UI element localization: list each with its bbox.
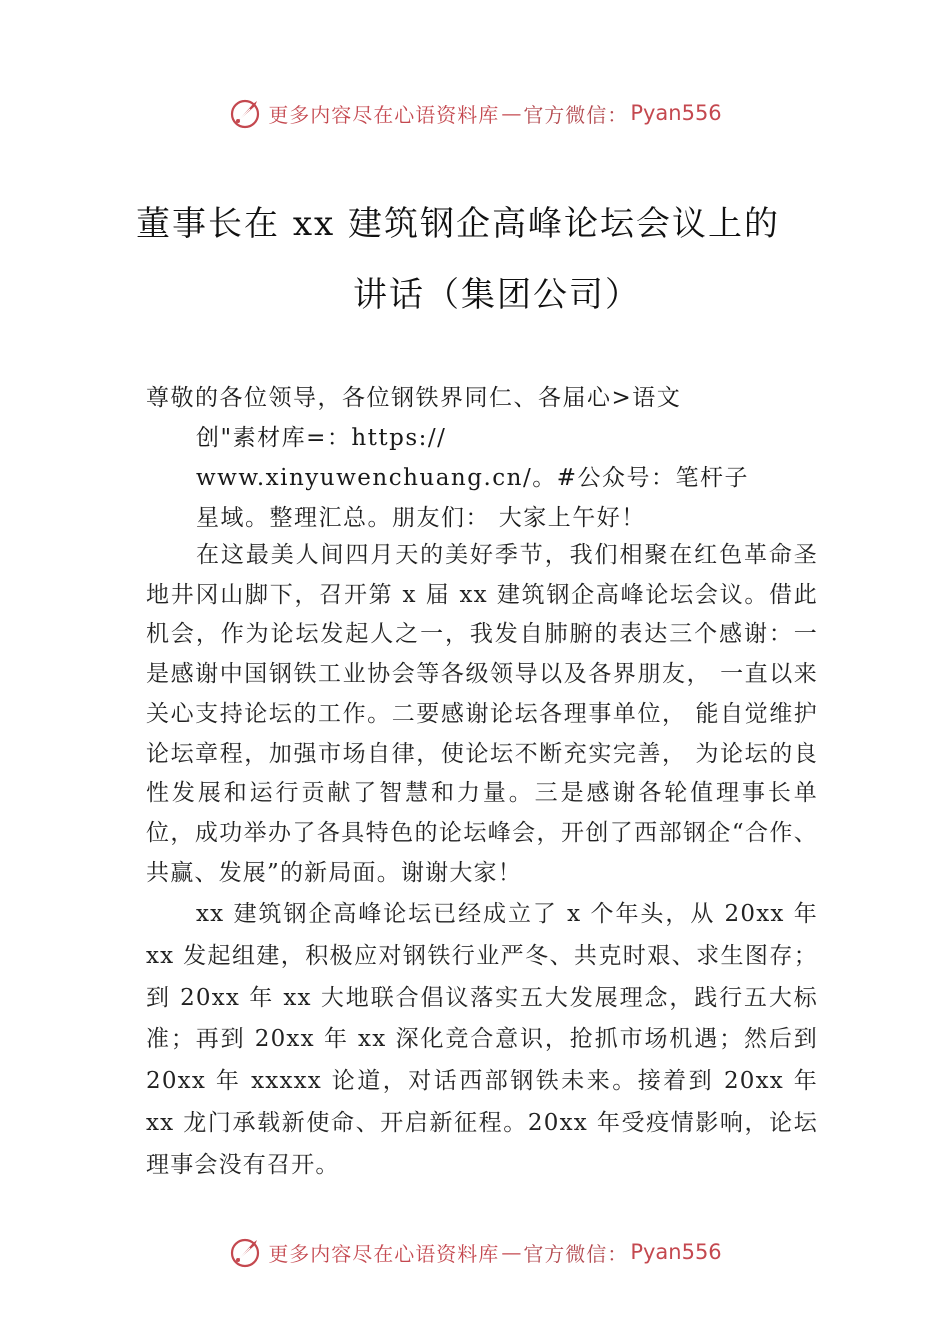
banner-wechat-label: 官方微信： [523,102,629,127]
body-paragraph: 在这最美人间四月天的美好季节，我们相聚在红色革命圣地井冈山脚下，召开第 x 届 xx 建筑钢企高峰论坛会议。借此机会，作为论坛发起人之一，我发自肺腑的表达三个感谢：一是感谢中国钢铁工业协会等各级领导以及各界朋友， 一直以来关心支持论坛的工作。二要感谢论坛各理事单位， 能自觉维护论坛章程，加强市场自律，使论坛不断充实完善， 为论坛的良性发展和运行贡献了智慧和力量。三是感谢各轮值理事长单位，成功举办了各具特色的论坛峰会，开创了西部钢企“合作、共赢、发展”的新局面。谢谢大家！ [146,542,818,886]
banner-text: 更多内容尽在心语资料库 [268,1241,500,1266]
document-title-line2: 讲话（集团公司） [353,275,641,315]
quill-pen-logo-icon [228,1234,264,1270]
salutation-line: 尊敬的各位领导，各位钢铁界同仁、各届心>语文 [146,385,682,411]
watermark-banner-bottom [0,1232,950,1272]
banner-wechat-label: 官方微信： [523,1241,629,1266]
body-paragraph: xx 建筑钢企高峰论坛已经成立了 x 个年头，从 20xx 年 xx 发起组建，积极应对钢铁行业严冬、共克时艰、求生图存；到 20xx 年 xx 大地联合倡议落实五大发展理念，践行五大标准；再到 20xx 年 xx 深化竞合意识，抢抓市场机遇；然后到 20xx 年 xxxxx 论道，对话西部钢铁未来。接着到 20xx 年 xx 龙门承载新使命、开启新征程。20xx 年受疫情影响，论坛理事会没有召开。 [146,901,818,1178]
banner-wechat-id: Pyan556 [630,1240,722,1264]
document-title-line1: 董事长在 xx 建筑钢企高峰论坛会议上的 [136,204,780,244]
banner-separator: — [501,1240,522,1264]
banner-wechat-id: Pyan556 [630,101,722,125]
quill-pen-logo-icon [228,95,264,131]
watermark-banner-top [0,93,950,133]
salutation-block [146,378,818,538]
salutation-line: 创"素材库=：https:// [196,425,447,451]
salutation-line: 星域。整理汇总。朋友们： 大家上午好！ [196,505,646,531]
banner-text: 更多内容尽在心语资料库 [268,102,500,127]
banner-separator: — [501,101,522,125]
salutation-line: www.xinyuwenchuang.cn/。#公众号：笔杆子 [196,465,749,491]
